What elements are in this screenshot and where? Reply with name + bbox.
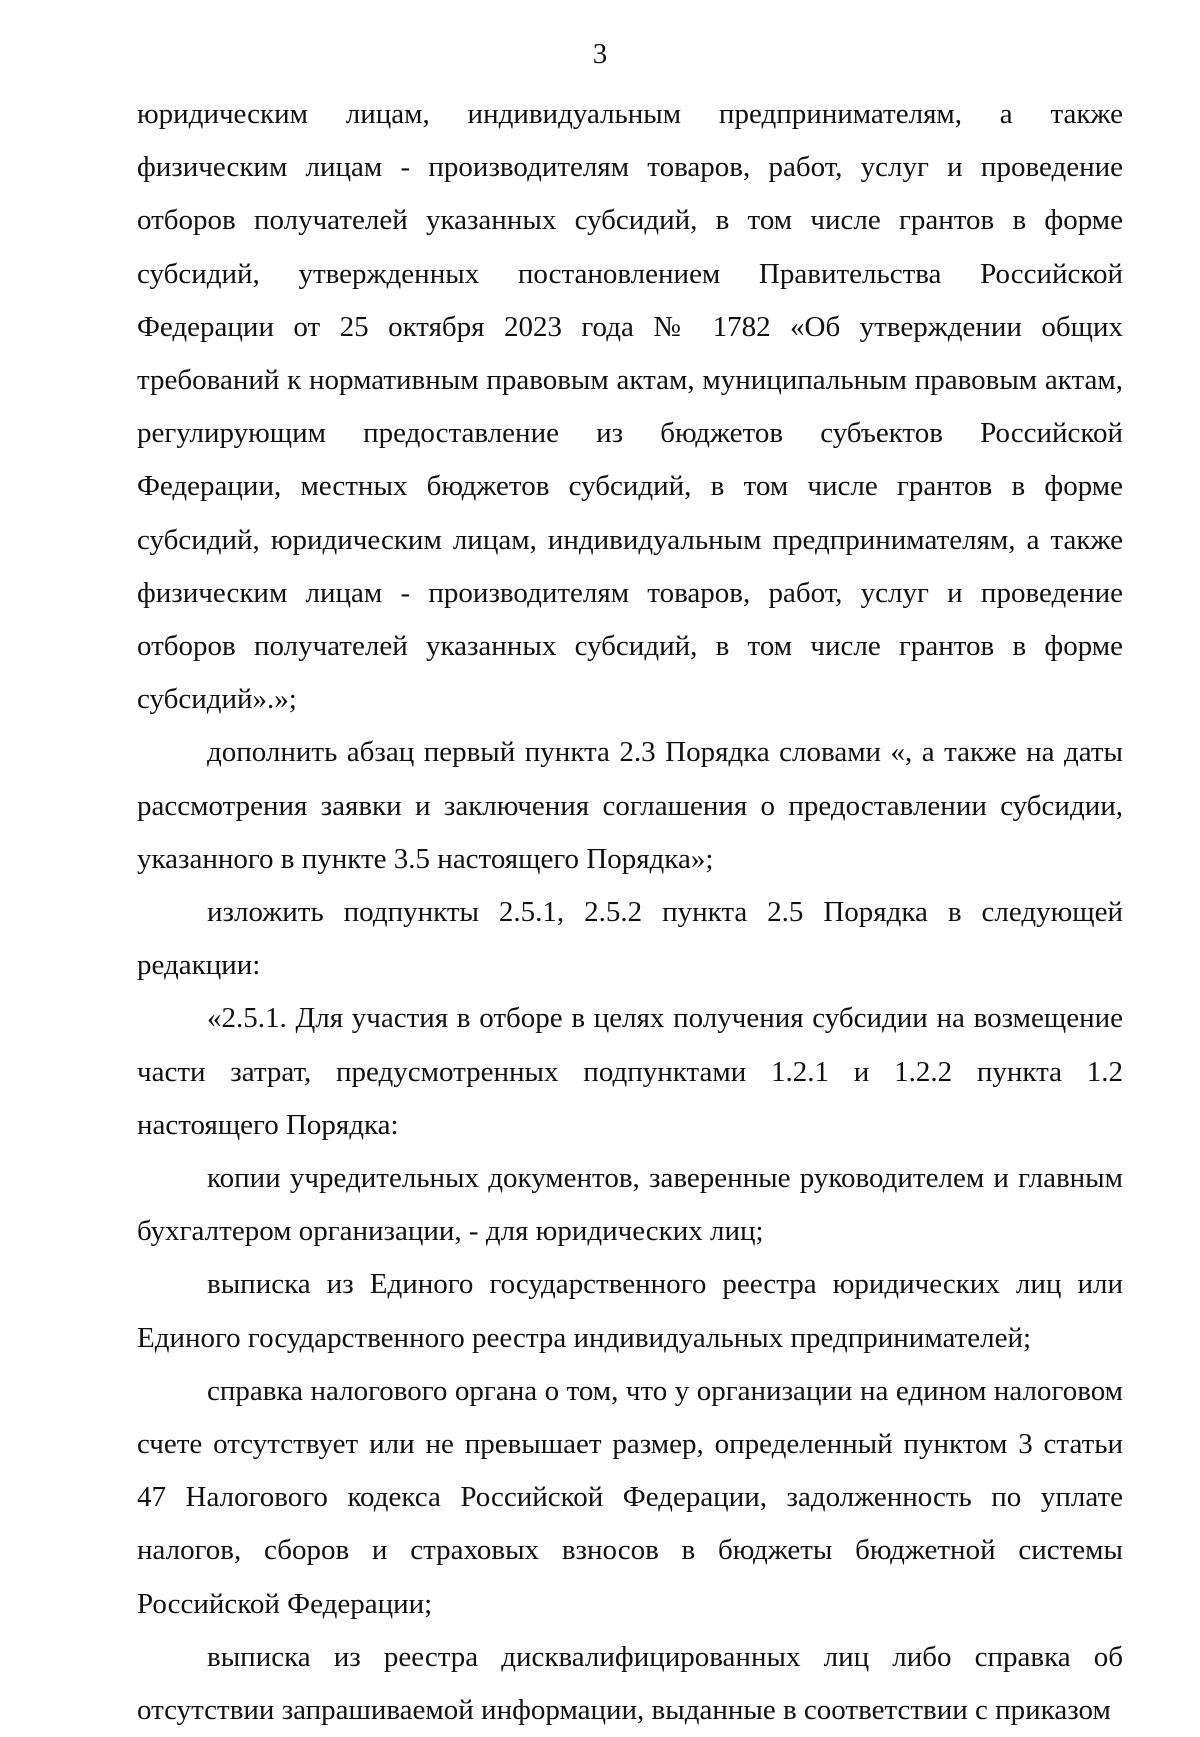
paragraph-6: выписка из Единого государственного реестра юридических лиц или Единого государственного реестра индивидуальных предпринимателей;	[137, 1268, 1123, 1354]
paragraph-4: «2.5.1. Для участия в отборе в целях получения субсидии на возмещение части затрат, предусмотренных подпунктами 1.2.1 и 1.2.2 пункта 1.2 настоящего Порядка:	[137, 1002, 1123, 1141]
paragraph-2: дополнить абзац первый пункта 2.3 Порядка словами «, а также на даты рассмотрения заявки и заключения соглашения о предоставлении субсидии, указанного в пункте 3.5 настоящего Порядка»;	[137, 736, 1123, 875]
paragraph-3: изложить подпункты 2.5.1, 2.5.2 пункта 2.5 Порядка в следующей редакции:	[137, 896, 1123, 982]
document-body	[137, 88, 1123, 1737]
paragraph-1: юридическим лицам, индивидуальным предпринимателям, а также физическим лицам - производителям товаров, работ, услуг и проведение отборов получателей указанных субсидий, в том числе грантов в форме субсидий, утвержденных постановлением Правительства Российской Федерации от 25 октября 2023 года № 1782 «Об утверждении общих требований к нормативным правовым актам, муниципальным правовым актам, регулирующим предоставление из бюджетов субъектов Российской Федерации, местных бюджетов субсидий, в том числе грантов в форме субсидий, юридическим лицам, индивидуальным предпринимателям, а также физическим лицам - производителям товаров, работ, услуг и проведение отборов получателей указанных субсидий, в том числе грантов в форме субсидий».»;	[137, 98, 1123, 716]
page-number: 3	[592, 38, 608, 70]
paragraph-7: справка налогового органа о том, что у организации на едином налоговом счете отсутствует или не превышает размер, определенный пунктом 3 статьи 47 Налогового кодекса Российской Федерации, задолженность по уплате налогов, сборов и страховых взносов в бюджеты бюджетной системы Российской Федерации;	[137, 1374, 1123, 1620]
paragraph-5: копии учредительных документов, заверенные руководителем и главным бухгалтером организации, - для юридических лиц;	[137, 1162, 1123, 1248]
paragraph-8: выписка из реестра дисквалифицированных лиц либо справка об отсутствии запрашиваемой информации, выданные в соответствии с приказом	[137, 1640, 1123, 1727]
